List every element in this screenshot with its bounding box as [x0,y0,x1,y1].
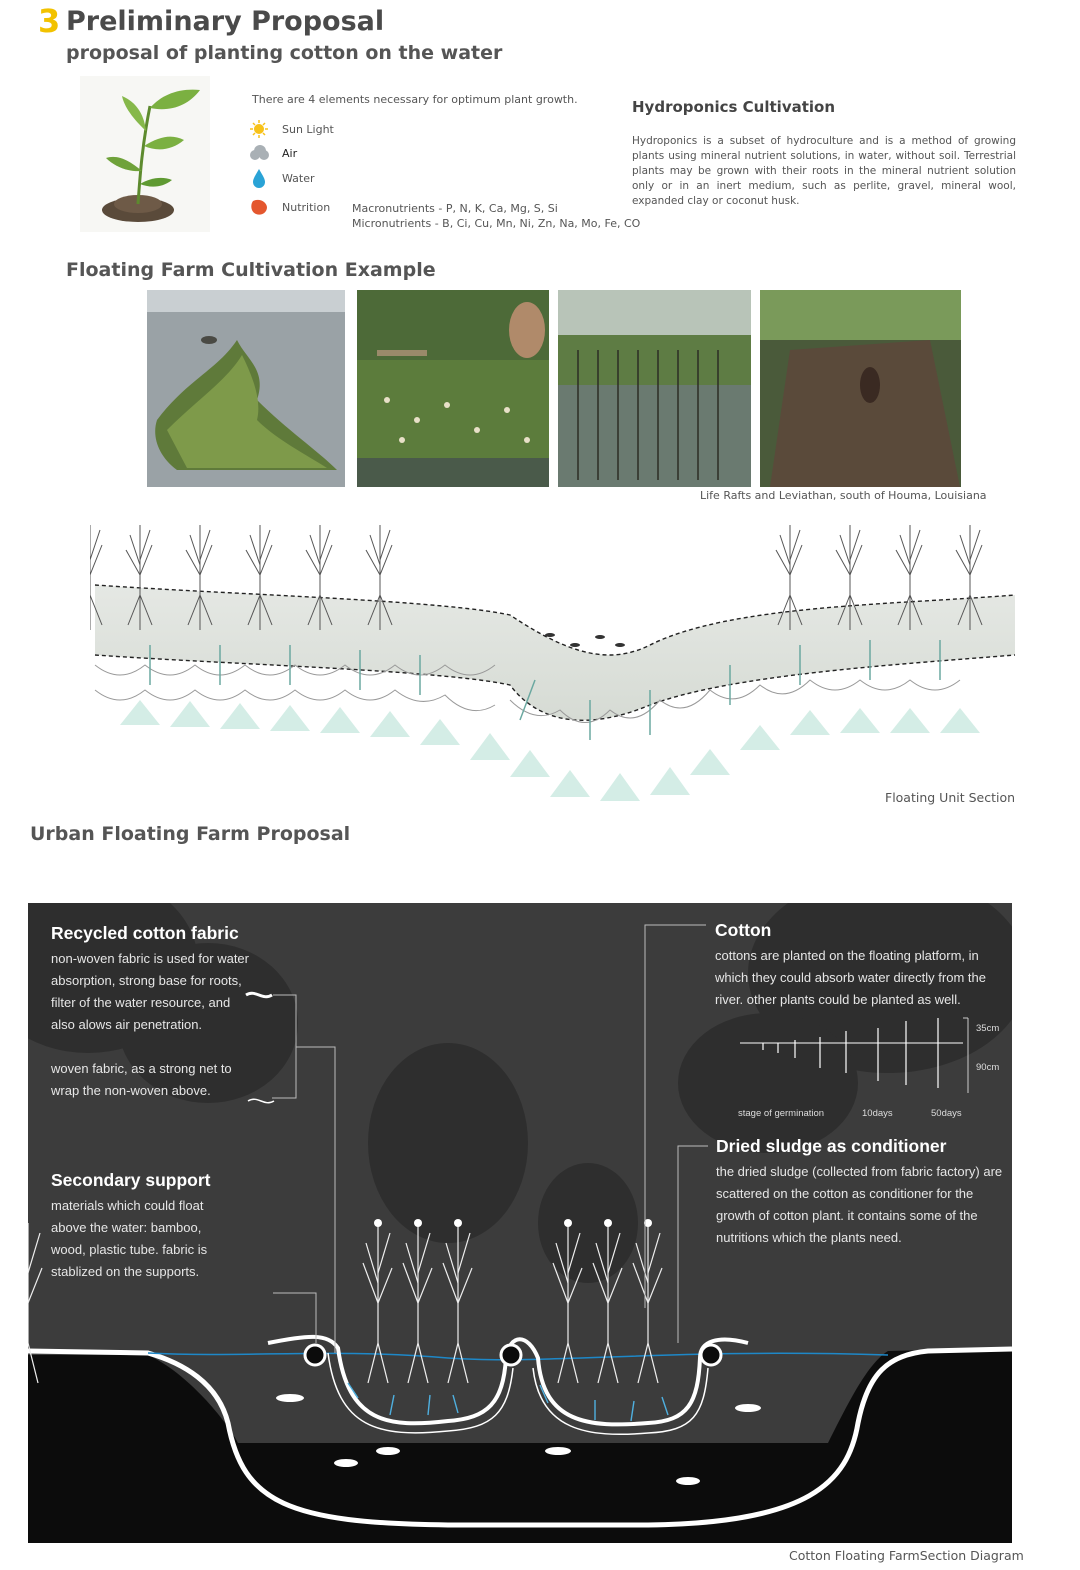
urban-caption: Cotton Floating FarmSection Diagram [789,1548,1024,1563]
cotton-title: Cotton [715,920,772,940]
recycled-fabric-text: non-woven fabric is used for water absorption, strong base for roots, filter of the water resource, and also alows air penetration. [51,951,249,1032]
element-air [248,143,297,163]
cotton-text: cottons are planted on the floating platform, in which they could absorb water directly from the river. other plants could be planted as well. [715,948,986,1007]
hydroponics-text: Hydroponics is a subset of hydroculture and is a method of growing plants using mineral nutrient solutions, in water, without soil. Terrestrial plants may be grown with their roots in the mineral nutrient solution only or in an inert medium, such as perlite, gravel, mineral wool, expanded clay or coconut husk. [632,135,1016,207]
page-title: Preliminary Proposal [66,6,385,37]
hydroponics-title: Hydroponics Cultivation [632,98,836,116]
stage-germination: stage of germination [738,1108,825,1119]
element-label: Nutrition [282,200,331,214]
height-35cm: 35cm [976,1023,1000,1034]
floating-example-title: Floating Farm Cultivation Example [66,259,436,281]
height-90cm: 90cm [976,1062,1000,1073]
section-number: 3 [38,2,61,40]
recycled-fabric-block [51,923,251,1102]
stage-50days: 50days [931,1108,962,1119]
photo-raft-3 [558,290,751,487]
page-subtitle: proposal of planting cotton on the water [66,42,503,64]
nutrients-list [352,201,640,231]
nutrition-icon [248,197,270,217]
secondary-support-block [51,1170,231,1283]
sludge-title: Dried sludge as conditioner [716,1136,947,1156]
element-label: Sun Light [282,122,334,136]
sludge-text: the dried sludge (collected from fabric factory) are scattered on the cotton as conditioner for the growth of cotton plant. it contains some of the nutritions which the plants need. [716,1164,1003,1245]
section-caption: Floating Unit Section [885,790,1016,805]
photo-raft-2 [357,290,549,487]
element-water [248,168,315,188]
element-label: Air [282,146,298,160]
photos-caption: Life Rafts and Leviathan, south of Houma, Louisiana [700,489,987,502]
photo-raft-1 [147,290,345,487]
water-drop-icon [248,168,270,188]
element-sun [248,119,334,139]
element-label: Water [282,171,315,185]
micronutrients: Micronutrients - B, Ci, Cu, Mn, Ni, Zn, Na, Mo, Fe, CO [352,217,641,230]
cloud-icon [248,143,270,163]
elements-intro: There are 4 elements necessary for optimum plant growth. [252,93,578,106]
sun-icon [248,119,270,139]
element-nutrition [248,197,330,217]
secondary-support-text: materials which could float above the water: bamboo, wood, plastic tube. fabric is stablized on the supports. [51,1198,208,1279]
plant-illustration [80,76,210,232]
cotton-block [715,920,1000,1011]
woven-fabric-text: woven fabric, as a strong net to wrap the non-woven above. [51,1061,232,1098]
floating-unit-section-diagram [90,505,1020,805]
sludge-block [716,1136,1006,1249]
stage-10days: 10days [862,1108,893,1119]
recycled-fabric-title: Recycled cotton fabric [51,923,239,943]
macronutrients: Macronutrients - P, N, K, Ca, Mg, S, Si [352,202,558,215]
urban-section-diagram [28,903,1012,1543]
secondary-support-title: Secondary support [51,1170,211,1190]
photo-raft-4 [760,290,961,487]
urban-title: Urban Floating Farm Proposal [30,823,351,845]
